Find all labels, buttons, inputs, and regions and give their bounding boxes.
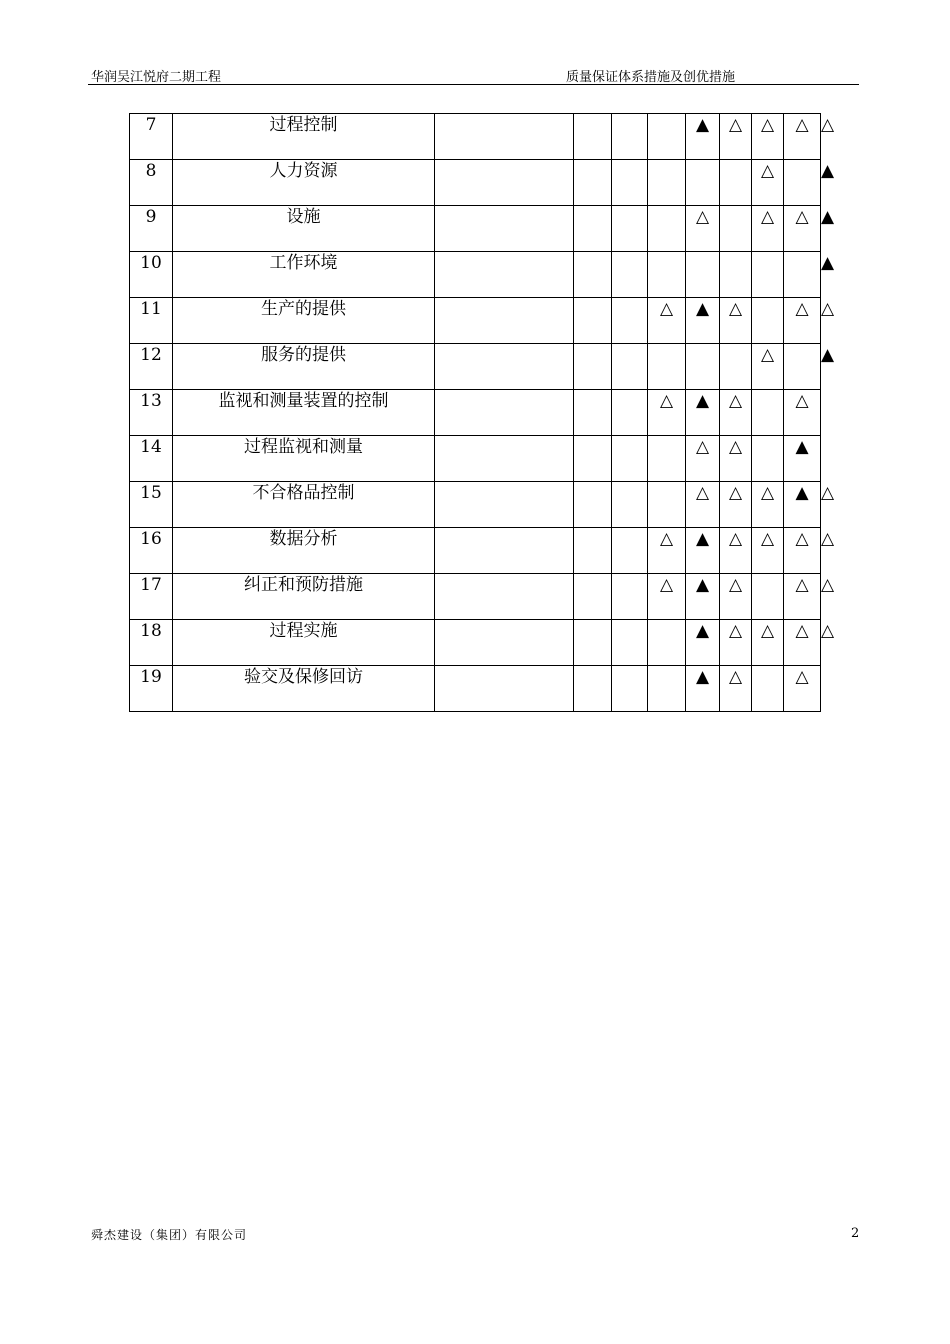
responsibility-mark-cell — [648, 436, 686, 482]
responsibility-mark-cell — [574, 436, 612, 482]
responsibility-mark-cell — [752, 574, 784, 620]
table-row: 9 设施 △ △ △ ▲ — [130, 206, 821, 252]
responsibility-mark-cell — [574, 160, 612, 206]
responsibility-mark-cell — [686, 160, 720, 206]
responsibility-mark-cell — [648, 114, 686, 160]
responsibility-mark-cell: △ — [648, 298, 686, 344]
responsibility-mark-cell: △ — [686, 436, 720, 482]
row-number-cell: 16 — [130, 528, 173, 574]
responsibility-mark-cell: △ — [784, 666, 821, 712]
item-name-cell: 生产的提供 — [173, 298, 435, 344]
responsibility-mark-cell: △ — [720, 298, 752, 344]
responsibility-mark-cell — [435, 390, 574, 436]
responsibility-mark-cell — [612, 666, 648, 712]
footer-company-name: 舜杰建设（集团）有限公司 — [91, 1228, 248, 1242]
responsibility-mark-cell — [435, 160, 574, 206]
responsibility-mark-cell: △ — [752, 528, 784, 574]
table-row: 18 过程实施 ▲ △ △ △ △ — [130, 620, 821, 666]
responsibility-mark-cell — [574, 114, 612, 160]
responsibility-mark-cell — [435, 620, 574, 666]
matrix-body — [130, 114, 835, 712]
responsibility-mark-cell — [648, 482, 686, 528]
responsibility-mark-cell: △ — [720, 482, 752, 528]
responsibility-mark-cell: ▲ — [686, 620, 720, 666]
responsibility-mark-cell — [784, 160, 821, 206]
responsibility-mark-cell — [720, 206, 752, 252]
responsibility-mark-cell — [612, 344, 648, 390]
responsibility-mark-cell: ▲ — [686, 528, 720, 574]
responsibility-mark-cell — [752, 436, 784, 482]
table-row: 12 服务的提供 △ ▲ — [130, 344, 821, 390]
responsibility-mark-cell: △ — [720, 574, 752, 620]
table-row — [130, 390, 821, 436]
responsibility-mark-cell — [435, 252, 574, 298]
item-name-cell: 不合格品控制 — [173, 482, 435, 528]
responsibility-mark-cell: △ — [720, 436, 752, 482]
responsibility-mark-cell: △ — [784, 528, 821, 574]
responsibility-mark-cell — [784, 344, 821, 390]
responsibility-mark-cell — [574, 344, 612, 390]
item-name-cell: 工作环境 — [173, 252, 435, 298]
responsibility-mark-cell — [574, 298, 612, 344]
responsibility-mark-cell — [612, 390, 648, 436]
responsibility-mark-cell: △ — [720, 528, 752, 574]
responsibility-mark-cell: △ — [720, 666, 752, 712]
item-name-cell: 过程监视和测量 — [173, 436, 435, 482]
responsibility-mark-cell — [720, 252, 752, 298]
responsibility-mark-cell: △ — [784, 114, 821, 160]
row-number-cell: 7 — [130, 114, 173, 160]
responsibility-mark-cell — [752, 298, 784, 344]
row-number-cell: 11 — [130, 298, 173, 344]
responsibility-mark-cell — [752, 390, 784, 436]
responsibility-mark-cell — [612, 482, 648, 528]
responsibility-mark-cell — [612, 298, 648, 344]
responsibility-mark-cell — [574, 528, 612, 574]
responsibility-mark-cell: ▲ — [686, 298, 720, 344]
responsibility-mark-cell — [612, 436, 648, 482]
responsibility-mark-cell — [612, 160, 648, 206]
item-name-cell: 过程实施 — [173, 620, 435, 666]
responsibility-mark-cell — [574, 252, 612, 298]
responsibility-mark-cell: ▲ — [686, 666, 720, 712]
responsibility-mark-cell: △ — [784, 298, 821, 344]
responsibility-mark-cell — [720, 160, 752, 206]
responsibility-mark-cell: △ — [752, 620, 784, 666]
responsibility-mark-cell: △ — [752, 344, 784, 390]
responsibility-mark-cell — [574, 574, 612, 620]
responsibility-mark-cell — [574, 482, 612, 528]
responsibility-mark-cell: △ — [686, 482, 720, 528]
responsibility-mark-cell — [435, 344, 574, 390]
row-number-cell: 10 — [130, 252, 173, 298]
responsibility-mark-cell: △ — [752, 114, 784, 160]
responsibility-mark-cell — [435, 298, 574, 344]
item-name-cell: 服务的提供 — [173, 344, 435, 390]
responsibility-mark-cell: △ — [752, 206, 784, 252]
responsibility-mark-cell — [574, 620, 612, 666]
responsibility-mark-cell — [752, 666, 784, 712]
responsibility-mark-cell: △ — [752, 160, 784, 206]
responsibility-mark-cell — [648, 344, 686, 390]
responsibility-mark-cell: △ — [648, 528, 686, 574]
item-name-cell: 数据分析 — [173, 528, 435, 574]
item-name-cell: 设施 — [173, 206, 435, 252]
header-divider — [88, 84, 859, 85]
responsibility-mark-cell — [574, 206, 612, 252]
responsibility-mark-cell — [612, 206, 648, 252]
responsibility-mark-cell: ▲ — [686, 390, 720, 436]
responsibility-mark-cell — [612, 114, 648, 160]
responsibility-mark-cell — [435, 574, 574, 620]
item-name-cell: 纠正和预防措施 — [173, 574, 435, 620]
item-name-cell: 人力资源 — [173, 160, 435, 206]
responsibility-mark-cell: ▲ — [686, 574, 720, 620]
responsibility-mark-cell: △ — [784, 574, 821, 620]
responsibility-mark-cell — [648, 620, 686, 666]
responsibility-mark-cell — [686, 252, 720, 298]
responsibility-mark-cell: △ — [752, 482, 784, 528]
responsibility-mark-cell — [435, 436, 574, 482]
responsibility-mark-cell — [648, 666, 686, 712]
responsibility-mark-cell: ▲ — [784, 482, 821, 528]
responsibility-mark-cell — [435, 528, 574, 574]
responsibility-mark-cell — [648, 206, 686, 252]
item-name-cell: 过程控制 — [173, 114, 435, 160]
row-number-cell: 14 — [130, 436, 173, 482]
responsibility-mark-cell: △ — [720, 114, 752, 160]
row-number-cell: 15 — [130, 482, 173, 528]
table-row: 11 生产的提供 △ ▲ △ △ △ — [130, 298, 821, 344]
responsibility-mark-cell — [574, 390, 612, 436]
responsibility-mark-cell: ▲ — [784, 436, 821, 482]
responsibility-mark-cell — [648, 252, 686, 298]
row-number-cell: 13 — [130, 390, 173, 436]
header-document-title: 质量保证体系措施及创优措施 — [566, 70, 736, 85]
table-row: 8 人力资源 △ ▲ — [130, 160, 821, 206]
responsibility-mark-cell — [784, 252, 821, 298]
table-row: 16 数据分析 △ ▲ △ △ △ △ — [130, 528, 821, 574]
responsibility-mark-cell: △ — [720, 390, 752, 436]
row-number-cell: 12 — [130, 344, 173, 390]
responsibility-mark-cell — [612, 252, 648, 298]
row-number-cell: 8 — [130, 160, 173, 206]
responsibility-mark-cell — [612, 574, 648, 620]
responsibility-mark-cell — [435, 206, 574, 252]
row-number-cell: 17 — [130, 574, 173, 620]
responsibility-mark-cell — [574, 666, 612, 712]
responsibility-mark-cell — [752, 252, 784, 298]
responsibility-mark-cell — [612, 528, 648, 574]
responsibility-mark-cell — [435, 114, 574, 160]
table-row: 15 不合格品控制 △ △ △ ▲ △ — [130, 482, 821, 528]
responsibility-mark-cell — [612, 620, 648, 666]
footer-page-number: 2 — [851, 1226, 860, 1241]
responsibility-mark-cell: △ — [648, 390, 686, 436]
responsibility-mark-cell: ▲ — [686, 114, 720, 160]
responsibility-mark-cell: △ — [720, 620, 752, 666]
responsibility-mark-cell: △ — [686, 206, 720, 252]
responsibility-mark-cell: △ — [648, 574, 686, 620]
responsibility-mark-cell — [686, 344, 720, 390]
row-number-cell: 9 — [130, 206, 173, 252]
responsibility-mark-cell — [720, 344, 752, 390]
table-row — [130, 436, 821, 482]
item-name-cell: 监视和测量装置的控制 — [173, 390, 435, 436]
item-name-cell: 验交及保修回访 — [173, 666, 435, 712]
row-number-cell: 19 — [130, 666, 173, 712]
table-row: 10 工作环境 ▲ — [130, 252, 821, 298]
header-project-name: 华润吴江悦府二期工程 — [91, 70, 222, 85]
responsibility-matrix-table — [129, 113, 835, 712]
responsibility-mark-cell: △ — [784, 206, 821, 252]
row-number-cell: 18 — [130, 620, 173, 666]
responsibility-mark-cell: △ — [784, 390, 821, 436]
table-row: 7 过程控制 ▲ △ △ △ △ — [130, 114, 821, 160]
responsibility-mark-cell — [648, 160, 686, 206]
responsibility-mark-cell — [435, 666, 574, 712]
table-row: 17 纠正和预防措施 △ ▲ △ △ △ — [130, 574, 821, 620]
responsibility-mark-cell — [435, 482, 574, 528]
responsibility-mark-cell: △ — [784, 620, 821, 666]
table-row — [130, 666, 821, 712]
